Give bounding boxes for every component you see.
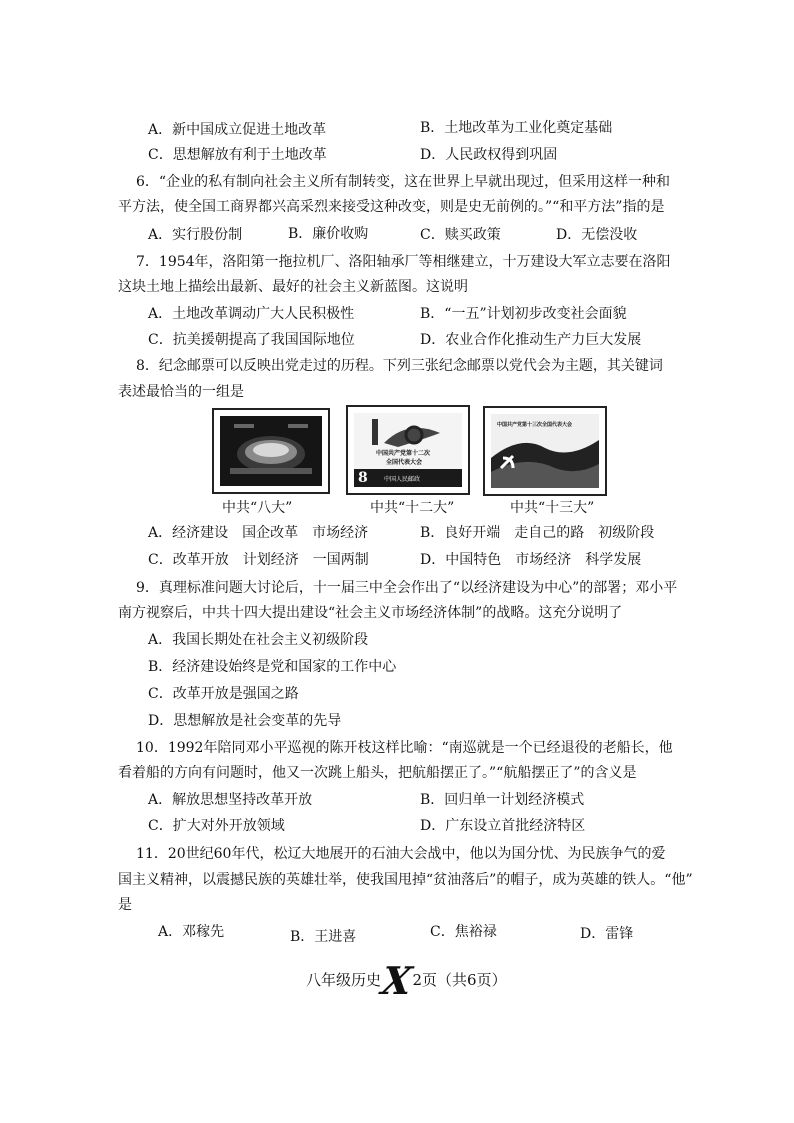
q9-stem-line1: 9．真理标准问题大讨论后，十一届三中全会作出了“以经济建设为中心”的部署；邓小平: [136, 580, 678, 596]
q6-option-c: C．赎买政策: [420, 227, 501, 243]
q7-stem-line1: 7．1954年，洛阳第一拖拉机厂、洛阳轴承厂等相继建立，十万建设大军立志要在洛阳: [136, 254, 671, 270]
q10-stem-line1: 10．1992年陪同邓小平巡视的陈开枝这样比喻：“南巡就是一个已经退役的老船长，他: [136, 740, 673, 756]
q11-stem-line2: 国主义精神，以震撼民族的英雄壮举，使我国甩掉“贫油落后”的帽子，成为英雄的铁人。“他”: [118, 872, 693, 888]
stamp-twelfth-congress-caption: 中共“十二大”: [370, 500, 455, 516]
q6-stem-line1: 6．“企业的私有制向社会主义所有制转变，这在世界上早就出现过，但采用这样一种和: [136, 174, 671, 190]
footer-page-count: 2页（共6页）: [412, 971, 507, 989]
q5-option-b: B．土地改革为工业化奠定基础: [420, 120, 613, 136]
stamp-twelfth-issuer: 中国人民邮政: [384, 476, 421, 483]
q6-stem-line2: 平方法，使全国工商界都兴高采烈来接受这种改变，则是史无前例的。”“和平方法”指的是: [118, 199, 665, 215]
q10-option-c: C．扩大对外开放领域: [148, 818, 285, 834]
footer-handwritten-mark: X: [378, 958, 415, 1003]
q11-stem-line1: 11．20世纪60年代，松辽大地展开的石油大会战中，他以为国分忧、为民族争气的爱: [136, 846, 666, 862]
q9-option-c: C．改革开放是强国之路: [148, 686, 299, 702]
q8-option-d: D．中国特色 市场经济 科学发展: [420, 552, 642, 568]
q9-option-b: B．经济建设始终是党和国家的工作中心: [148, 659, 397, 675]
q10-stem-line2: 看着船的方向有问题时，他又一次跳上船头，把航船摆正了。”“航船摆正了”的含义是: [118, 765, 637, 781]
q11-option-b: B．王进喜: [290, 929, 357, 945]
stamp-eighth-congress: [212, 408, 330, 494]
footer-subject: 八年级历史: [306, 971, 382, 989]
q5-option-c: C．思想解放有利于土地改革: [148, 147, 327, 163]
q10-option-d: D．广东设立首批经济特区: [420, 818, 586, 834]
stamp-eighth-congress-caption: 中共“八大”: [222, 500, 293, 516]
q9-option-d: D．思想解放是社会变革的先导: [148, 713, 342, 729]
stamp-thirteenth-congress-caption: 中共“十三大”: [510, 500, 595, 516]
stamp-twelfth-text1: 中国共产党第十二次: [376, 450, 431, 457]
stamp-twelfth-text2: 全国代表大会: [386, 459, 423, 466]
q10-option-a: A．解放思想坚持改革开放: [148, 792, 313, 808]
q8-option-c: C．改革开放 计划经济 一国两制: [148, 552, 369, 568]
stamp-thirteenth-congress: [483, 406, 607, 496]
q11-option-c: C．焦裕禄: [430, 924, 497, 940]
q8-option-a: A．经济建设 国企改革 市场经济: [148, 525, 369, 541]
q9-stem-line2: 南方视察后，中共十四大提出建设“社会主义市场经济体制”的战略。这充分说明了: [118, 605, 623, 621]
q5-option-a: A．新中国成立促进土地改革: [148, 122, 327, 138]
q8-option-b: B．良好开端 走自己的路 初级阶段: [420, 525, 655, 541]
q7-option-a: A．土地改革调动广大人民积极性: [148, 306, 355, 322]
q7-option-b: B．“一五”计划初步改变社会面貌: [420, 306, 627, 322]
page-footer: [306, 958, 507, 1003]
q9-option-a: A．我国长期处在社会主义初级阶段: [148, 632, 369, 648]
q11-stem-line3: 是: [118, 897, 132, 913]
stamp-eighth-congress-image: [220, 416, 322, 486]
q11-option-d: D．雷锋: [580, 926, 634, 942]
q8-stem-line2: 表述最恰当的一组是: [118, 384, 244, 400]
q7-option-c: C．抗美援朝提高了我国国际地位: [148, 332, 355, 348]
q6-option-b: B．廉价收购: [288, 226, 369, 242]
q11-option-a: A．邓稼先: [158, 924, 225, 940]
stamp-twelfth-denomination: 8: [358, 470, 368, 486]
q10-option-b: B．回归单一计划经济模式: [420, 792, 585, 808]
q7-stem-line2: 这块土地上描绘出最新、最好的社会主义新蓝图。这说明: [118, 279, 468, 295]
q6-option-a: A．实行股份制: [148, 227, 243, 243]
q8-stem-line1: 8．纪念邮票可以反映出党走过的历程。下列三张纪念邮票以党代会为主题，其关键词: [136, 358, 663, 374]
q7-option-d: D．农业合作化推动生产力巨大发展: [420, 332, 642, 348]
q5-option-d: D．人民政权得到巩固: [420, 147, 558, 163]
q6-option-d: D．无偿没收: [556, 227, 638, 243]
stamp-thirteenth-text1: 中国共产党第十三次全国代表大会: [497, 422, 573, 428]
stamp-twelfth-congress: [346, 405, 470, 495]
